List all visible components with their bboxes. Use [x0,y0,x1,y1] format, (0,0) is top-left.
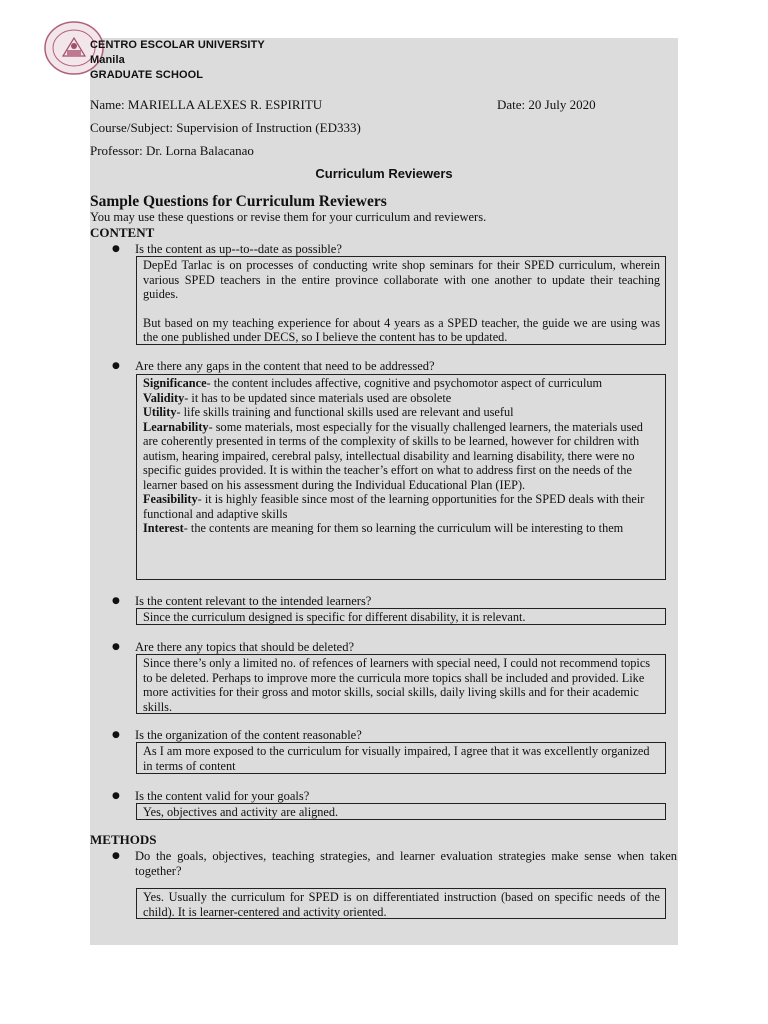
answer-item [143,420,660,493]
bullet-icon: ● [112,244,120,254]
answer-text: As I am more exposed to the curriculum for visually impaired, I agree that it was excellently organized in terms of content [143,744,650,773]
student-name: Name: MARIELLA ALEXES R. ESPIRITU [90,97,323,112]
university-heading [90,38,265,83]
answer-term: Feasibility [143,492,198,506]
question-text: Are there any gaps in the content that need to be addressed? [135,359,435,373]
answer-text: - life skills training and functional skills used are relevant and useful [176,405,514,419]
answer-term: Significance [143,376,207,390]
bullet-icon: ● [112,851,120,861]
answer-box [136,654,666,714]
answer-box [136,374,666,580]
answer-text: - the contents are meaning for them so learning the curriculum will be interesting to them [183,521,624,535]
page-title: Curriculum Reviewers [315,166,453,181]
professor-name: Professor: Dr. Lorna Balacanao [90,143,254,158]
answer-box [136,608,666,625]
answer-text: Since the curriculum designed is specific for different disability, it is relevant. [143,610,526,624]
course-subject: Course/Subject: Supervision of Instruction (ED333) [90,120,361,135]
answer-text: - some materials, most especially for the visually challenged learners, the materials used are coherently presented in terms of the complexity of skills to be learned, however for children with autism, hearing impaired, cerebral palsy, intellectual disability and learning disability, there were no specific guides provided. It is within the teacher’s effort on what to address first on the needs of the learner based on his assessment during the Individual Educational Plan (IEP). [143,419,643,492]
answer-item [143,376,660,391]
bullet-icon: ● [112,730,120,740]
answer-item [143,391,660,406]
answer-box [136,256,666,345]
answer-term: Learnability [143,419,209,434]
question-text: Is the content as up--to--date as possible? [135,242,342,256]
question-text: Is the content relevant to the intended learners? [135,594,372,608]
content-heading: CONTENT [90,225,155,240]
section-title: Sample Questions for Curriculum Reviewers [90,193,387,210]
answer-box [136,888,666,919]
question-text: Are there any topics that should be deleted? [135,640,355,654]
answer-text: - it is highly feasible since most of the learning opportunities for the SPED deals with their functional and adaptive skills [143,492,645,521]
university-name: CENTRO ESCOLAR UNIVERSITY [90,39,265,51]
answer-text: - the content includes affective, cognitive and psychomotor aspect of curriculum [206,376,603,390]
university-school: GRADUATE SCHOOL [90,69,204,81]
answer-item [143,521,660,536]
intro-text: You may use these questions or revise them for your curriculum and reviewers. [90,210,487,224]
question-text: Do the goals, objectives, teaching strategies, and learner evaluation strategies make sense when taken together? [135,849,677,878]
answer-item [143,492,660,521]
bullet-icon: ● [112,642,120,652]
answer-text: Since there’s only a limited no. of refences of learners with special need, I could not recommend topics to be deleted. Perhaps to improve more the curricula more topics shall be included and provided. Like more activities for their gross and motor skills, social skills, daily living skills and for their academic skills. [143,656,651,714]
methods-heading: METHODS [90,832,157,847]
answer-text: DepEd Tarlac is on processes of conducting write shop seminars for their SPED curriculum, wherein various SPED teachers in the entire province collaborate with one another to update their teaching guides. [143,258,660,301]
question-text: Is the organization of the content reasonable? [135,728,362,742]
document-date: Date: 20 July 2020 [497,97,596,112]
question-text: Is the content valid for your goals? [135,789,310,803]
answer-term: Interest [143,521,184,535]
bullet-icon: ● [112,596,120,606]
bullet-icon: ● [112,791,120,801]
answer-box [136,742,666,774]
answer-term: Validity [143,390,185,405]
answer-text: Yes. Usually the curriculum for SPED is on differentiated instruction (based on specific needs of the child). It is learner-centered and activity oriented. [143,890,660,919]
answer-text: - it has to be updated since materials used are obsolete [184,390,452,405]
answer-item [143,405,660,420]
bullet-icon: ● [112,361,120,371]
answer-text: But based on my teaching experience for about 4 years as a SPED teacher, the guide we are using was the one published under DECS, so I believe the content has to be updated. [143,315,660,344]
answer-term: Utility [143,405,177,419]
answer-box [136,803,666,820]
answer-text: Yes, objectives and activity are aligned. [143,805,339,819]
university-city: Manila [90,54,125,66]
